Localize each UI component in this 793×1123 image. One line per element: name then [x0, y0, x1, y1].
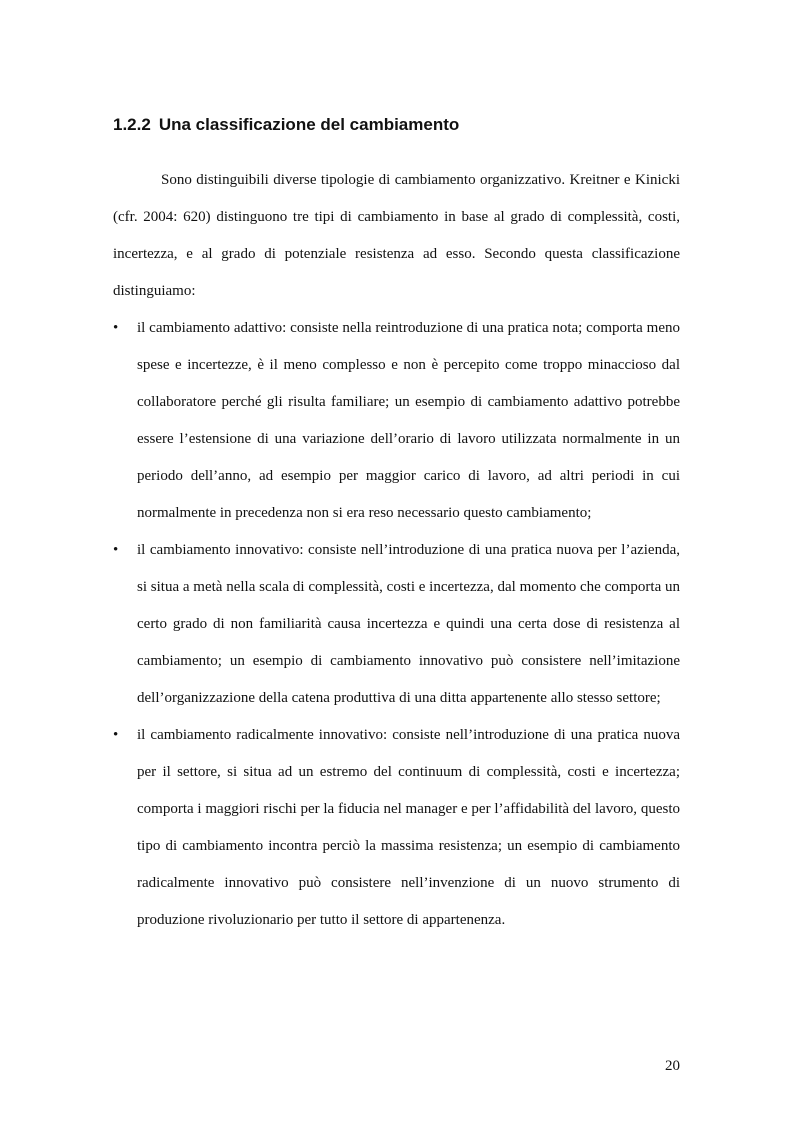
list-item-text: il cambiamento innovativo: consiste nell’introduzione di una pratica nuova per l’azienda, si situa a metà nella scala di complessità, costi e incertezza, dal momento che comporta un certo grado di non familiarità causa incertezza e quindi una certa dose di resistenza al cambiamento; un esempio di cambiamento innovativo può consistere nell’imitazione dell’organizzazione della catena produttiva di una ditta appartenente allo stesso settore;: [137, 542, 680, 706]
list-item-text: il cambiamento radicalmente innovativo: consiste nell’introduzione di una pratica nuova per il settore, si situa ad un estremo del continuum di complessità, costi e incertezza; comporta i maggiori rischi per la fiducia nel manager e per l’affidabilità del lavoro, questo tipo di cambiamento incontra perciò la massima resistenza; un esempio di cambiamento radicalmente innovativo può consistere nell’invenzione di un nuovo strumento di produzione rivoluzionario per tutto il settore di appartenenza.: [137, 727, 680, 928]
bullet-icon: •: [113, 320, 119, 336]
change-types-list: [113, 310, 680, 939]
intro-paragraph: Sono distinguibili diverse tipologie di cambiamento organizzativo. Kreitner e Kinicki (cfr. 2004: 620) distinguono tre tipi di cambiamento in base al grado di complessità, costi, incertezza, e al grado di potenziale resistenza ad esso. Secondo questa classificazione distinguiamo:: [113, 172, 680, 299]
list-item-adaptive: [113, 310, 680, 532]
section-number: 1.2.2: [113, 115, 151, 134]
list-item-text: il cambiamento adattivo: consiste nella reintroduzione di una pratica nota; comporta meno spese e incertezze, è il meno complesso e non è percepito come troppo minaccioso dal collaboratore perché gli risulta familiare; un esempio di cambiamento adattivo potrebbe essere l’estensione di una variazione dell’orario di lavoro utilizzata normalmente in un periodo dell’anno, ad esempio per maggior carico di lavoro, ad altri periodi in cui normalmente in precedenza non si era reso necessario questo cambiamento;: [137, 320, 680, 521]
page-number: 20: [665, 1058, 680, 1074]
section-heading: [113, 114, 680, 136]
bullet-icon: •: [113, 727, 119, 743]
body-text: [113, 162, 680, 939]
list-item-radical: [113, 717, 680, 939]
list-item-innovative: [113, 532, 680, 717]
section-title: Una classificazione del cambiamento: [158, 115, 460, 134]
bullet-icon: •: [113, 542, 119, 558]
